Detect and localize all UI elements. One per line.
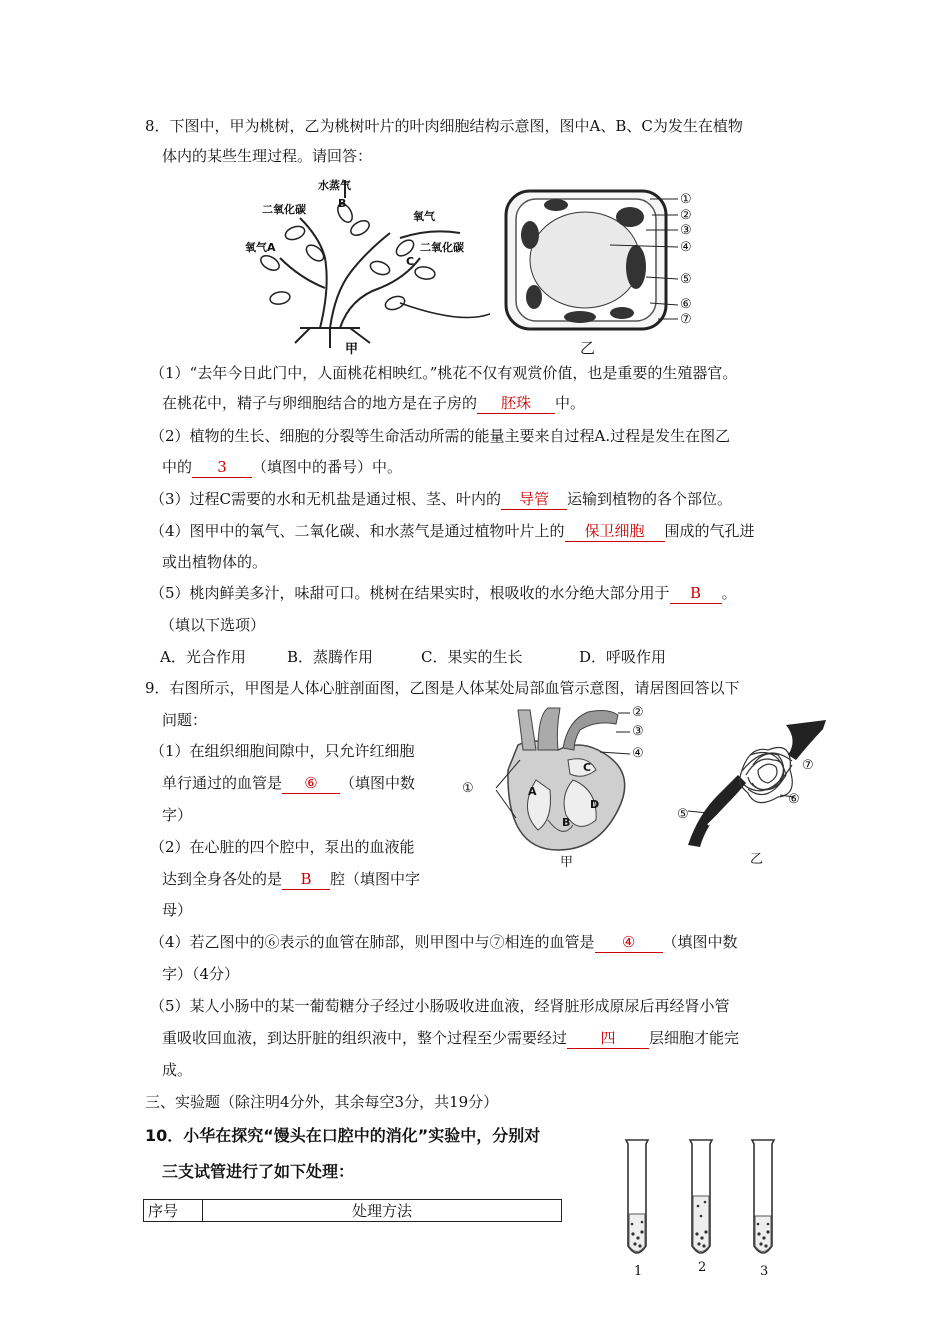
q9-p1-answer: ⑥ <box>282 773 340 794</box>
q10-stem-line2: 三支试管进行了如下处理： <box>162 1162 355 1181</box>
q9-p4-line2: 字）（4分） <box>162 965 240 983</box>
cell-label-7: ⑦ <box>680 312 692 327</box>
tree-label-o2-right: 氧气 <box>413 210 435 223</box>
q9-p4-line1 <box>150 932 738 953</box>
heart-label-a: A <box>528 785 537 798</box>
vessel-caption: 乙 <box>750 852 764 867</box>
q9-p2-line1: （2）在心脏的四个腔中，泵出的血液能 <box>150 838 415 856</box>
q9-p4-text: （4）若乙图中的⑥表示的血管在肺部，则甲图中与⑦相连的血管是 <box>150 933 595 951</box>
heart-figure <box>478 700 658 875</box>
cell-label-6: ⑥ <box>680 297 692 312</box>
q8-p1-line2 <box>162 393 585 414</box>
q8-p4-text: （4）图甲中的氧气、二氧化碳、和水蒸气是通过植物叶片上的 <box>150 522 565 540</box>
q9-p1-line1: （1）在组织细胞间隙中，只允许红细胞 <box>150 742 415 760</box>
q8-p3-text: （3）过程C需要的水和无机盐是通过根、茎、叶内的 <box>150 490 502 508</box>
q9-p5-line3: 成。 <box>162 1061 193 1079</box>
q9-p5-line2 <box>162 1028 739 1049</box>
blood-vessel-figure <box>668 715 838 850</box>
q9-p2-line2 <box>162 869 420 890</box>
heart-label-3: ③ <box>632 724 644 739</box>
q8-option-c: C．果实的生长 <box>421 648 523 666</box>
q8-p5-tail: 。 <box>721 584 737 602</box>
tube-label-2: 2 <box>698 1260 707 1275</box>
q8-p5-line2: （填以下选项） <box>160 616 266 634</box>
leaf-cell-figure <box>500 185 700 335</box>
q9-p1-tail: （填图中数 <box>340 774 416 792</box>
q8-p4-answer: 保卫细胞 <box>565 521 665 542</box>
q8-p2-answer: 3 <box>192 457 252 478</box>
q9-p5-line1: （5）某人小肠中的某一葡萄糖分子经过小肠吸收进血液，经肾脏形成原尿后再经肾小管 <box>150 997 730 1015</box>
q9-p1-line2 <box>162 773 415 794</box>
heart-label-4: ④ <box>632 746 644 761</box>
q9-p2-text: 达到全身各处的是 <box>162 870 283 888</box>
tree-label-o2-a: 氧气A <box>245 241 276 254</box>
table-header-method: 处理方法 <box>203 1200 562 1222</box>
vessel-label-6: ⑥ <box>788 792 800 807</box>
q8-p1-line1: （1）“去年今日此门中，人面桃花相映红。”桃花不仅有观赏价值，也是重要的生殖器官。 <box>150 364 738 382</box>
q8-p5-text: （5）桃肉鲜美多汁，味甜可口。桃树在结果实时，根吸收的水分绝大部分用于 <box>150 584 670 602</box>
tube-label-3: 3 <box>760 1264 769 1279</box>
q9-p5-answer: 四 <box>567 1028 649 1049</box>
q9-p4-tail: （填图中数 <box>662 933 738 951</box>
q9-p2-tail: 腔（填图中字 <box>330 870 421 888</box>
q8-stem-line1: 8．下图中，甲为桃树，乙为桃树叶片的叶肉细胞结构示意图，图中A、B、C为发生在植物 <box>145 117 743 135</box>
q8-p4-line1 <box>150 521 755 542</box>
q8-p1-text: 在桃花中，精子与卵细胞结合的地方是在子房的 <box>162 394 478 412</box>
section-3-heading: 三、实验题（除注明4分外，其余每空3分，共19分） <box>145 1093 499 1111</box>
q8-option-a: A．光合作用 <box>160 648 246 666</box>
q8-p3-line <box>150 489 732 510</box>
tree-label-c: C <box>406 255 415 268</box>
q9-p1-line3: 字） <box>162 806 193 824</box>
vessel-label-7: ⑦ <box>802 758 814 773</box>
tree-caption: 甲 <box>345 342 359 357</box>
tube-label-1: 1 <box>634 1264 643 1279</box>
q9-p4-answer: ④ <box>595 932 663 953</box>
q8-p1-answer: 胚珠 <box>477 393 555 414</box>
heart-label-c: C <box>583 761 592 774</box>
q8-stem-line2: 体内的某些生理过程。请回答： <box>162 147 373 165</box>
vessel-label-5: ⑤ <box>677 807 689 822</box>
q8-p2-line1: （2）植物的生长、细胞的分裂等生命活动所需的能量主要来自过程A.过程是发生在图乙 <box>150 427 731 445</box>
heart-label-d: D <box>590 798 600 811</box>
tree-label-b: B <box>338 197 347 210</box>
table-header-row <box>144 1200 562 1222</box>
q8-p5-line1 <box>150 583 737 604</box>
q8-option-b: B．蒸腾作用 <box>287 648 374 666</box>
q8-p4-tail: 围成的气孔进 <box>664 522 755 540</box>
tree-label-water-vapor: 水蒸气 <box>318 179 351 192</box>
q9-p2-answer: B <box>282 869 330 890</box>
q9-p5-text: 重吸收回血液，到达肝脏的组织液中，整个过程至少需要经过 <box>162 1029 568 1047</box>
q9-stem-line2: 问题： <box>162 711 208 729</box>
q8-p2-text: 中的 <box>162 458 193 476</box>
cell-label-5: ⑤ <box>680 272 692 287</box>
q9-p2-line3: 母） <box>162 901 193 919</box>
q9-stem-line1: 9．右图所示，甲图是人体心脏剖面图，乙图是人体某处局部血管示意图，请居图回答以下 <box>145 679 740 697</box>
cell-label-1: ① <box>680 192 692 207</box>
q8-option-d: D．呼吸作用 <box>579 648 667 666</box>
cell-label-4: ④ <box>680 240 692 255</box>
q8-p4-line2: 或出植物体的。 <box>162 553 268 571</box>
tree-label-co2-left: 二氧化碳 <box>262 203 306 216</box>
heart-label-b: B <box>562 816 571 829</box>
q9-p1-text: 单行通过的血管是 <box>162 774 283 792</box>
q9-p5-tail: 层细胞才能完 <box>649 1029 740 1047</box>
table-header-index: 序号 <box>144 1200 203 1222</box>
q8-p3-answer: 导管 <box>501 489 567 510</box>
heart-caption: 甲 <box>560 855 574 870</box>
q8-p5-answer: B <box>670 583 722 604</box>
q8-p2-line2 <box>162 457 402 478</box>
q8-p1-tail: 中。 <box>555 394 586 412</box>
cell-caption: 乙 <box>580 339 596 357</box>
q8-p2-tail: （填图中的番号）中。 <box>252 458 403 476</box>
heart-label-1: ① <box>462 781 474 796</box>
cell-label-3: ③ <box>680 223 692 238</box>
q10-stem-line1: 10．小华在探究“馒头在口腔中的消化”实验中，分别对 <box>145 1126 541 1145</box>
tree-label-co2-right: 二氧化碳 <box>420 241 464 254</box>
heart-label-2: ② <box>632 705 644 720</box>
q8-p3-tail: 运输到植物的各个部位。 <box>567 490 733 508</box>
q10-table <box>143 1199 562 1222</box>
test-tubes-figure <box>618 1136 788 1271</box>
cell-label-2: ② <box>680 208 692 223</box>
